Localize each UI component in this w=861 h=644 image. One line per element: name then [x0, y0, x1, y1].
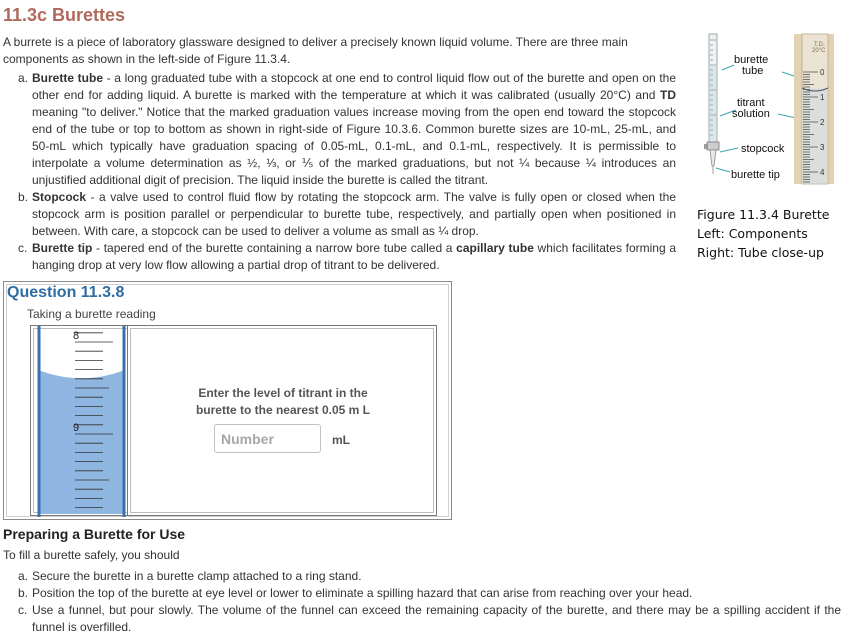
closeup-tick-label: 1 — [820, 93, 825, 102]
label-stopcock: stopcock — [741, 143, 785, 155]
term: TD — [660, 88, 676, 102]
list-item — [15, 240, 676, 274]
prep-list — [15, 568, 841, 636]
label-titrant-solution: solution — [732, 108, 770, 120]
closeup-tick-label: 2 — [820, 118, 825, 127]
closeup-tick-label: 4 — [820, 168, 825, 177]
td-mark: 20°C — [812, 48, 826, 54]
unit-label: mL — [332, 433, 350, 447]
caption-line: Right: Tube close-up — [697, 245, 824, 260]
list-marker: c. — [18, 603, 28, 617]
burette-scale — [31, 326, 132, 517]
prep-step-text: Secure the burette in a burette clamp attached to a ring stand. — [32, 569, 362, 583]
label-burette-tube: tube — [742, 65, 764, 77]
scale-label: 9 — [73, 422, 80, 434]
definition-text: meaning "to deliver." Notice that the marked graduation values increase moving from the open end toward the stopcock end of the tube or top to bottom as shown in right-side of Figure 10.3.6. Common burette sizes are 10-mL, 25-mL, and 50-mL which typically have graduation spacing of 0.05-mL, 0.1-mL, and 0.1-mL, respectively. It is permissible to interpolate a volume determination as ½, ⅓, or ⅕ of the marked graduations, but not ¼ because ¼ introduces an unjustified additional digit of precision. The liquid inside the burette is called the titrant. — [32, 105, 676, 187]
question-title: Question 11.3.8 — [7, 284, 125, 301]
label-titrant-solution: titrant — [737, 97, 765, 109]
section-title: 11.3c Burettes — [3, 5, 126, 25]
list-marker: a. — [18, 71, 29, 85]
question-prompt: Enter the level of titrant in the burette to the nearest 0.05 m L — [195, 386, 371, 417]
prep-intro: To fill a burette safely, you should — [3, 548, 180, 562]
list-item — [15, 585, 841, 602]
titrant-level-input[interactable] — [214, 424, 321, 453]
list-marker: b. — [18, 190, 29, 204]
tube-closeup — [794, 34, 834, 184]
question-box — [3, 281, 452, 520]
term: Burette tip — [32, 241, 93, 255]
list-item — [15, 189, 676, 240]
list-marker: a. — [18, 569, 29, 583]
burette-drawing — [704, 34, 719, 174]
list-item — [15, 602, 841, 636]
list-item — [15, 70, 676, 189]
caption-line: Figure 11.3.4 Burette — [697, 207, 830, 222]
titrant-liquid — [39, 370, 124, 514]
term: Stopcock — [32, 190, 87, 204]
burette-reading-panel — [30, 325, 131, 516]
list-item — [15, 568, 841, 585]
td-mark: T.D. — [814, 42, 825, 48]
list-marker: c. — [18, 241, 28, 255]
term: Burette tube — [32, 71, 103, 85]
definition-text: which facilitates forming a hanging drop at very low flow allowing a partial drop of titrant to be delivered. — [32, 241, 676, 272]
closeup-tick-label: 0 — [820, 68, 825, 77]
intro-paragraph: A burrete is a piece of laboratory glassware designed to deliver a precisely known liquid volume. There are three main components as shown in the left-side of Figure 11.3.4. — [3, 35, 628, 66]
definition-text: - a valve used to control fluid flow by rotating the stopcock arm. The valve is fully open or closed when the stopcock arm is position parallel or perpendicular to burette tube, respectively, and partially open when positioned in between. With care, a stopcock can be used to deliver a volume as small as ¼ drop. — [32, 190, 676, 238]
definition-text: - a long graduated tube with a stopcock at one end to control liquid flow out of the burette and open on the other end for adding liquid. A burette is marked with the temperature at which it was calibrated (usually 20°C) and — [32, 71, 676, 102]
prep-title: Preparing a Burette for Use — [3, 526, 186, 542]
caption-line: Left: Components — [697, 226, 808, 241]
label-burette-tip: burette tip — [731, 169, 780, 181]
prep-step-text: Position the top of the burette at eye level or lower to eliminate a spilling hazard that can arise from reaching over your head. — [32, 586, 693, 600]
component-list — [15, 70, 676, 274]
definition-text: - tapered end of the burette containing a narrow bore tube called a — [92, 241, 457, 255]
label-burette-tube: burette — [734, 54, 769, 66]
scale-label: 8 — [73, 330, 80, 342]
term: capillary tube — [456, 241, 534, 255]
closeup-tick-label: 3 — [820, 143, 825, 152]
answer-panel — [127, 325, 437, 516]
question-subtitle: Taking a burette reading — [27, 307, 156, 321]
figure-caption — [697, 205, 857, 262]
prep-step-text: Use a funnel, but pour slowly. The volume of the funnel can exceed the remaining capacity of the burette, and there may be a spilling accident if the funnel is overfilled. — [32, 603, 841, 634]
list-marker: b. — [18, 586, 29, 600]
